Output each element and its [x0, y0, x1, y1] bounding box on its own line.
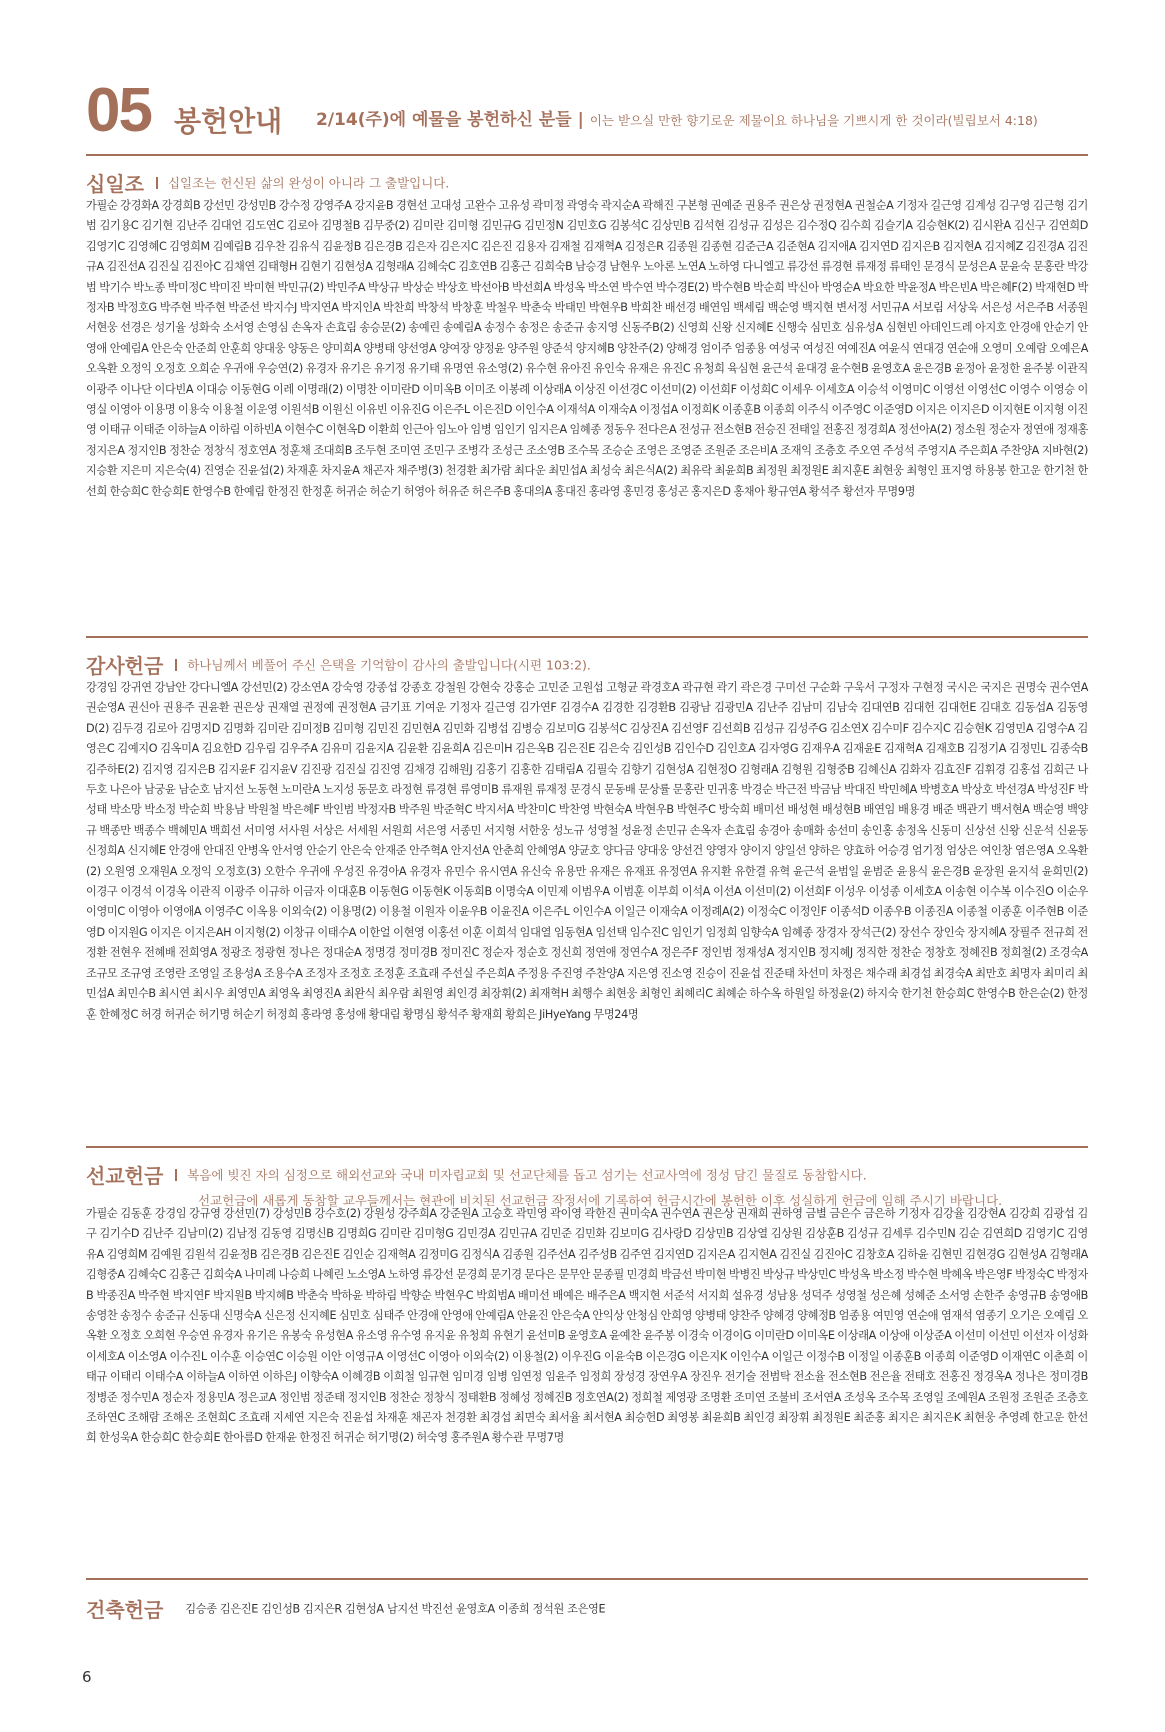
thanks-divider	[86, 1146, 1088, 1148]
page-number: 6	[82, 1668, 92, 1686]
thanks-heading	[86, 650, 1088, 678]
heading-bar	[156, 177, 158, 189]
construction-names: 김승종 김은진E 김인성B 김지은R 김현성A 남지선 박진선 윤영호A 이종희 정석원 조은영E	[185, 1602, 606, 1616]
section-number: 05	[86, 76, 151, 145]
page-header	[86, 76, 1086, 148]
tithe-names: 가필순 강경화A 강경희B 강선민 강성민B 강수정 강영주A 강지윤B 경현선 고대성 고완수 고유성 곽미정 곽영숙 곽지순A 곽해진 구본형 권예준 권용주 권은상 권정현A 권철순A 기정자 길근영 김계성 김구영 김근형 김기범 김기용C 김기현 김난주 김대언 김도연C 김로아 김명철B 김무중(2) 김미란 김미형 김민규G 김민정N 김민호G 김봉석C 김상민B 김석현 김성규 김성은 김수정Q 김수희 김슬기A 김승현K(2) 김시완A 김신구 김연희D 김영기C 김영혜C 김영희M 김예림B 김우찬 김유식 김윤정B 김은경B 김은자 김은지C 김은진 김용자 김재철 김재혁A 김정은R 김종원 김종현 김준근A 김준현A 김지애A 김지연D 김지은B 김지현A 김지혜Z 김진경A 김진규A 김진선A 김진실 김진아C 김채연 김태형H 김현기 김현성A 김형래A 김혜숙C 김호연B 김홍근 김희숙B 남승경 남현우 노아론 노연A 노하영 다니엘고 류강선 류경현 류재정 류태인 문경식 문성은A 문윤숙 문홍란 박강범 박기수 박노종 박미정C 박미진 박미현 박민규(2) 박민주A 박상규 박상순 박상호 박선아B 박선희A 박성옥 박소연 박수연 박수경E(2) 박수현B 박순희 박신아 박영순A 박요한 박윤정A 박은빈A 박은혜F(2) 박재현D 박정자B 박정호G 박주현 박주현 박준선 박지수J 박지연A 박지인A 박찬희 박창석 박창훈 박철우 박춘숙 박태민 박현우B 박희찬 배선경 배연임 백세림 백순영 백지현 변서정 서민규A 서보림 서상욱 서은성 서은주B 서종원 서현웅 선경은 성기율 성화숙 소서영 손영심 손옥자 손효림 송승문(2) 송예린 송예림A 송정수 송정은 송준규 송지영 신동주B(2) 신영희 신왕 신지혜E 신행숙 심민호 심유성A 심현빈 아데인드레 아지호 안경애 안순기 안영애 안예림A 안은숙 안준희 안훈희 양대웅 양동은 양미희A 양병태 양선영A 양여장 양정윤 양주원 양준석 양지혜B 양찬주(2) 양해경 엄이주 엄종용 여성국 여성진 여예진A 여윤식 연대경 연순애 오영미 오예람 오예은A 오옥환 오정익 오정호 오희순 우귀애 우승연(2) 유경자 유기은 유기정 유기태 유명연 유소영(2) 유수현 유아진 유인숙 유재은 유진C 유청희 육심현 윤근석 윤대경 윤수현B 윤영호A 윤은경B 윤정아 윤정한 윤주봉 이관직 이광주 이나단 이다빈A 이대승 이동현G 이레 이명래(2) 이명찬 이미란D 이미옥B 이미조 이봉례 이상래A 이상진 이선경C 이선미(2) 이선희F 이성희C 이세우 이세호A 이승석 이영미C 이영선 이영선C 이영수 이영승 이영실 이영아 이용명 이용숙 이용철 이운영 이원석B 이원신 이유빈 이유진G 이은주L 이은진D 이인수A 이재석A 이재숙A 이정섭A 이정희K 이종훈B 이종희 이주식 이주영C 이준영D 이지은 이지은D 이지현E 이지형 이진영 이태규 이태준 이하늘A 이하림 이하빈A 이현수C 이현옥D 이환희 인근아 임노아 임병 임인기 임지은A 임혜종 정동우 전다은A 전성규 전소현B 전승진 전태일 전홍진 정경희A 정선아A(2) 정소원 정순자 정연애 정재홍 정지은A 정지인B 정찬순 정창식 정호연A 정훈채 조대희B 조두현 조미연 조민구 조병각 조성근 조소영B 조수목 조승순 조영은 조영준 조원준 조은비A 조재익 조층호 주오연 주성석 주영지A 주은희A 주찬양A 지바현(2) 지승환 지은미 지은숙(4) 진영순 진윤섭(2) 차재훈 차지윤A 채곤자 채주병(3) 천경환 최가람 최다운 최민섭A 최성숙 최은식A(2) 최유락 최윤희B 최정원 최정원E 최지훈E 최현웅 최형인 표지영 하용봉 한고운 한기천 한선희 한승희C 한승희E 한영수B 한예림 한정진 한정훈 허귀순 허순기 허영아 허유준 허은주B 홍대의A 홍대진 홍라영 홍민경 홍성곤 홍지은D 홍채아 황규연A 황석주 황선자 무명9명	[86, 199, 1088, 498]
thanks-title: 감사헌금	[86, 654, 164, 678]
page-title: 봉헌안내	[174, 105, 283, 138]
mission-description-2: 선교헌금에 새롭게 동참할 교우들께서는 현관에 비치된 선교헌금 작정서에 기록하여 헌금시간에 봉헌한 이후 성실하게 헌금에 임해 주시기 바랍니다.	[198, 1193, 1003, 1208]
thanks-names: 강경임 강귀연 강남안 강다니엘A 강선민(2) 강소연A 강숙영 강종섭 강종호 강철원 강현숙 강홍순 고민준 고원섭 고형균 곽경호A 곽규현 곽기 곽은경 구미선 구순화 구욱서 구정자 구현정 국시은 국지은 권명숙 권수연A 권순영A 권신아 권용주 권윤환 권은상 권재열 권정예 권정현A 금기표 기여운 기정자 길근영 김가연F 김경수A 김경한 김경환B 김광남 김광민A 김난주 김남미 김남숙 김대연B 김대헌 김대헌E 김대호 김동섭A 김동영D(2) 김두경 김로아 김명지D 김명화 김미란 김미정B 김미형 김민진 김민현A 김민화 김병섭 김병승 김보미G 김봉석C 김상진A 김선영F 김선희B 김성규 김성주G 김소연X 김수미F 김수지C 김승현K 김영민A 김영수A 김영은C 김예지O 김옥미A 김요한D 김우림 김우주A 김유미 김윤지A 김윤환 김윤희A 김은미H 김은옥B 김은진E 김은숙 김인성B 김인수D 김인호A 김자영G 김재우A 김재윤E 김재혁A 김재호B 김정기A 김정민L 김종숙B 김주하E(2) 김지영 김지은B 김지윤F 김지윤V 김진광 김진실 김진영 김채경 김해원J 김홍기 김홍한 김태림A 김필숙 김향기 김현성A 김현정O 김형래A 김형원 김형중B 김혜신A 김화자 김효진F 김휘경 김홍섭 김희근 나두호 나은아 남궁윤 남순호 남지선 노동현 노미란A 노지성 동문호 라정현 류경현 류영미B 류재원 류재정 문경식 문동배 문상률 문홍란 민귀홍 박경순 박근전 박금남 박대진 박민혜A 박병호A 박상호 박선경A 박성진F 박성태 박소망 박소정 박순희 박용남 박원철 박은혜F 박인범 박정자B 박주원 박준혁C 박지서A 박찬미C 박찬영 박현숙A 박현우B 박현주C 방숙희 배미선 배성현 배성현B 배연임 배용경 배준 백관기 백서현A 백순영 백양규 백종만 백종수 백혜민A 백희선 서미영 서사원 서상은 서세원 서원희 서은영 서종민 서지형 서한웅 성노규 성영철 성윤정 손민규 손옥자 손효림 송경아 송매화 송선미 송인홍 송정옥 신동미 신상선 신왕 신운석 신윤동 신정희A 신지혜E 안경애 안대진 안병옥 안서영 안순기 안은숙 안재준 안주혁A 안지선A 안춘희 안혜영A 양균호 양다금 양대웅 양선건 양영자 양이지 양일선 양하은 양효하 어승경 엄기정 엄상은 여인창 염은영A 오옥환(2) 오원영 오재원A 오정익 오정호(3) 오한수 우귀애 우성진 유경아A 유경자 유민수 유시연A 유신숙 유용만 유재은 유재표 유정연A 유지환 유한결 유혁 윤근석 윤범일 윤범준 윤용식 윤은경B 윤장원 윤지석 윤희민(2) 이경구 이경석 이경옥 이관직 이광주 이규하 이금자 이대훈B 이동현G 이동현K 이동희B 이명숙A 이민제 이범우A 이범훈 이부희 이석A 이선A 이선미(2) 이선희F 이성우 이성종 이세호A 이송현 이수복 이수진O 이순우 이영미C 이영아 이영애A 이영주C 이옥용 이외숙(2) 이용명(2) 이용철 이원자 이윤우B 이윤진A 이은주L 이인수A 이일근 이재숙A 이정례A(2) 이정숙C 이정인F 이종석D 이종우B 이종진A 이종철 이종훈 이주현B 이준영D 이지원G 이지은 이지은AH 이지형(2) 이창규 이태수A 이한얼 이현영 이홍선 이훈 이희석 임대열 임동현A 임선택 임수진C 임인기 임정희 임향숙A 임혜종 장경자 장석근(2) 장선수 장인숙 장지혜A 장필주 전규희 전정환 전현우 전혜배 전희영A 정광조 정광현 정나은 정대순A 정명경 정미경B 정미진C 정순자 정순호 정신희 정연애 정연수A 정은주F 정인범 정재성A 정지인B 정지혜J 정직한 정찬순 정창호 정혜진B 정희철(2) 조경숙A 조규모 조규영 조영란 조영일 조용성A 조용수A 조정자 조정호 조정훈 조효래 주선실 주은희A 주정용 주진영 주찬양A 지은영 진소영 진승이 진윤섭 진준태 차선미 차정은 채수래 최경섭 최경숙A 최만호 최명자 최미리 최민섭A 최민수B 최시연 최시우 최영민A 최영옥 최영진A 최완식 최우람 최원영 최인경 최장휘(2) 최재혁H 최행수 최현웅 최형인 최혜리C 최혜순 하수옥 하원일 하정윤(2) 하지숙 한기천 한승희C 한영수B 한은순(2) 한정훈 한혜정C 허경 허귀순 허기명 허순기 허정희 홍라영 홍성애 황대림 황명심 황석주 황재희 황희은 JiHyeYang 무명24명	[86, 681, 1088, 1021]
header-verse: 이는 받으실 만한 향기로운 제물이요 하나님을 기쁘시게 한 것이라(빌립보서 4:18)	[589, 113, 1038, 128]
mission-names: 가필순 김동훈 강경임 강규영 강선민(7) 강성민B 강수호(2) 강원성 강주희A 강준원A 고승호 곽민영 곽이영 곽한진 권미숙A 권수연A 권은상 권재희 권하영 금별 금은수 금은하 기정자 김강율 김강현A 김강희 김광섭 김구 김기수D 김난주 김남미(2) 김남정 김동영 김명신B 김명희G 김미란 김미형G 김민경A 김민규A 김민준 김민화 김보미G 김사랑D 김상민B 김상열 김상원 김상훈B 김성규 김세루 김수민N 김순 김연희D 김영기C 김영유A 김영희M 김예원 김원석 김윤정B 김은경B 김은진E 김인순 김재혁A 김정미G 김정식A 김종원 김주선A 김주성B 김주연 김지연D 김지은A 김지현A 김진실 김진아C 김창호A 김하윤 김현민 김현경G 김현성A 김형래A 김형중A 김혜숙C 김홍근 김희숙A 나미례 나승희 나혜린 노소영A 노하영 류강선 문경희 문기경 문다은 문무안 문종필 민경희 박금선 박미현 박병진 박상규 박상민C 박성옥 박소정 박수현 박혜옥 박은영F 박정숙C 박정자B 박종진A 박주현 박지연F 박지원B 박지혜B 박춘숙 박하윤 박하림 박향순 박현우C 박희범A 배미선 배예은 배주은A 백지현 서준석 서지희 설유경 성남용 성덕주 성영철 성은혜 성혜준 소서영 손한주 송영규B 송영애B 송영찬 송정수 송준규 신동대 신명숙A 신은정 신지혜E 심민호 심태주 안경애 안영애 안예림A 안윤진 안은숙A 안익상 안청심 안희영 양병태 양찬주 양혜경 양혜정B 엄종용 여민영 연순애 염재석 염종기 오기은 오예림 오옥환 오정호 오희현 우승연 유경자 유기은 유봉숙 유성현A 유소영 유수영 유지윤 유청희 유현기 윤선미B 윤영호A 윤예찬 윤주봉 이경숙 이경이G 이미란D 이미옥E 이상래A 이상애 이상준A 이선미 이선민 이선자 이성화 이세호A 이소영A 이수진L 이수훈 이승연C 이승원 이안 이영규A 이영선C 이영아 이외숙(2) 이용철(2) 이우진G 이윤숙B 이은경G 이은지K 이인수A 이일근 이정수B 이정일 이종훈B 이종희 이준영D 이재연C 이춘희 이태규 이태리 이태수A 이하늘A 이하연 이하은J 이향숙A 이혜경B 이희철 임규현 임미경 임병 임연정 임윤주 임정희 장성경 장연우A 장진우 전기술 전범탁 전소율 전소현B 전은율 전태호 전홍진 정경옥A 정나은 정미경B 정병준 정수민A 정순자 정용민A 정은교A 정인범 정준태 정지인B 정찬순 정창식 정태환B 정혜성 정혜진B 정호연A(2) 정희철 제영광 조명환 조미연 조불비 조서연A 조성옥 조수목 조영일 조예원A 조원정 조원준 조층호 조하연C 조해람 조해온 조현희C 조효래 지세연 지은숙 진윤섭 차재훈 채곤자 천경환 최경섭 최면숙 최서율 최서현A 최승헌D 최영봉 최윤희B 최인경 최장휘 최정원E 최준홍 최지은 최지은K 최현웅 추영례 한고운 한선희 한성욱A 한승희C 한승희E 한아름D 한재윤 한정진 허귀순 허기명(2) 허숙영 홍주원A 황수관 무명7명	[86, 1207, 1088, 1445]
tithe-title: 십일조	[86, 172, 144, 196]
heading-bar	[175, 1169, 177, 1181]
page-subtitle	[316, 105, 1038, 130]
mission-description: 복음에 빚진 자의 심정으로 해외선교와 국내 미자립교회 및 선교단체를 돕고 섬기는 선교사역에 정성 담긴 물질로 동참합시다.	[187, 1167, 867, 1183]
tithe-description: 십일조는 헌신된 삶의 완성이 아니라 그 출발입니다.	[167, 175, 450, 191]
tithe-heading	[86, 168, 1088, 196]
mission-heading	[86, 1160, 1088, 1208]
heading-bar	[175, 659, 177, 671]
construction-section	[86, 1594, 1088, 1623]
tithe-divider	[86, 636, 1088, 638]
thanks-description: 하나님께서 베풀어 주신 은택을 기억함이 감사의 출발입니다(시편 103:2).	[187, 657, 591, 673]
header-divider	[86, 154, 1088, 156]
subtitle-separator: |	[577, 110, 584, 130]
mission-title: 선교헌금	[86, 1164, 164, 1188]
thanks-section	[86, 650, 1088, 1025]
construction-title: 건축헌금	[86, 1598, 164, 1622]
tithe-section	[86, 168, 1088, 502]
mission-section	[86, 1160, 1088, 1449]
subtitle-text: 2/14(주)에 예물을 봉헌하신 분들	[316, 110, 572, 130]
mission-divider	[86, 1578, 1088, 1580]
